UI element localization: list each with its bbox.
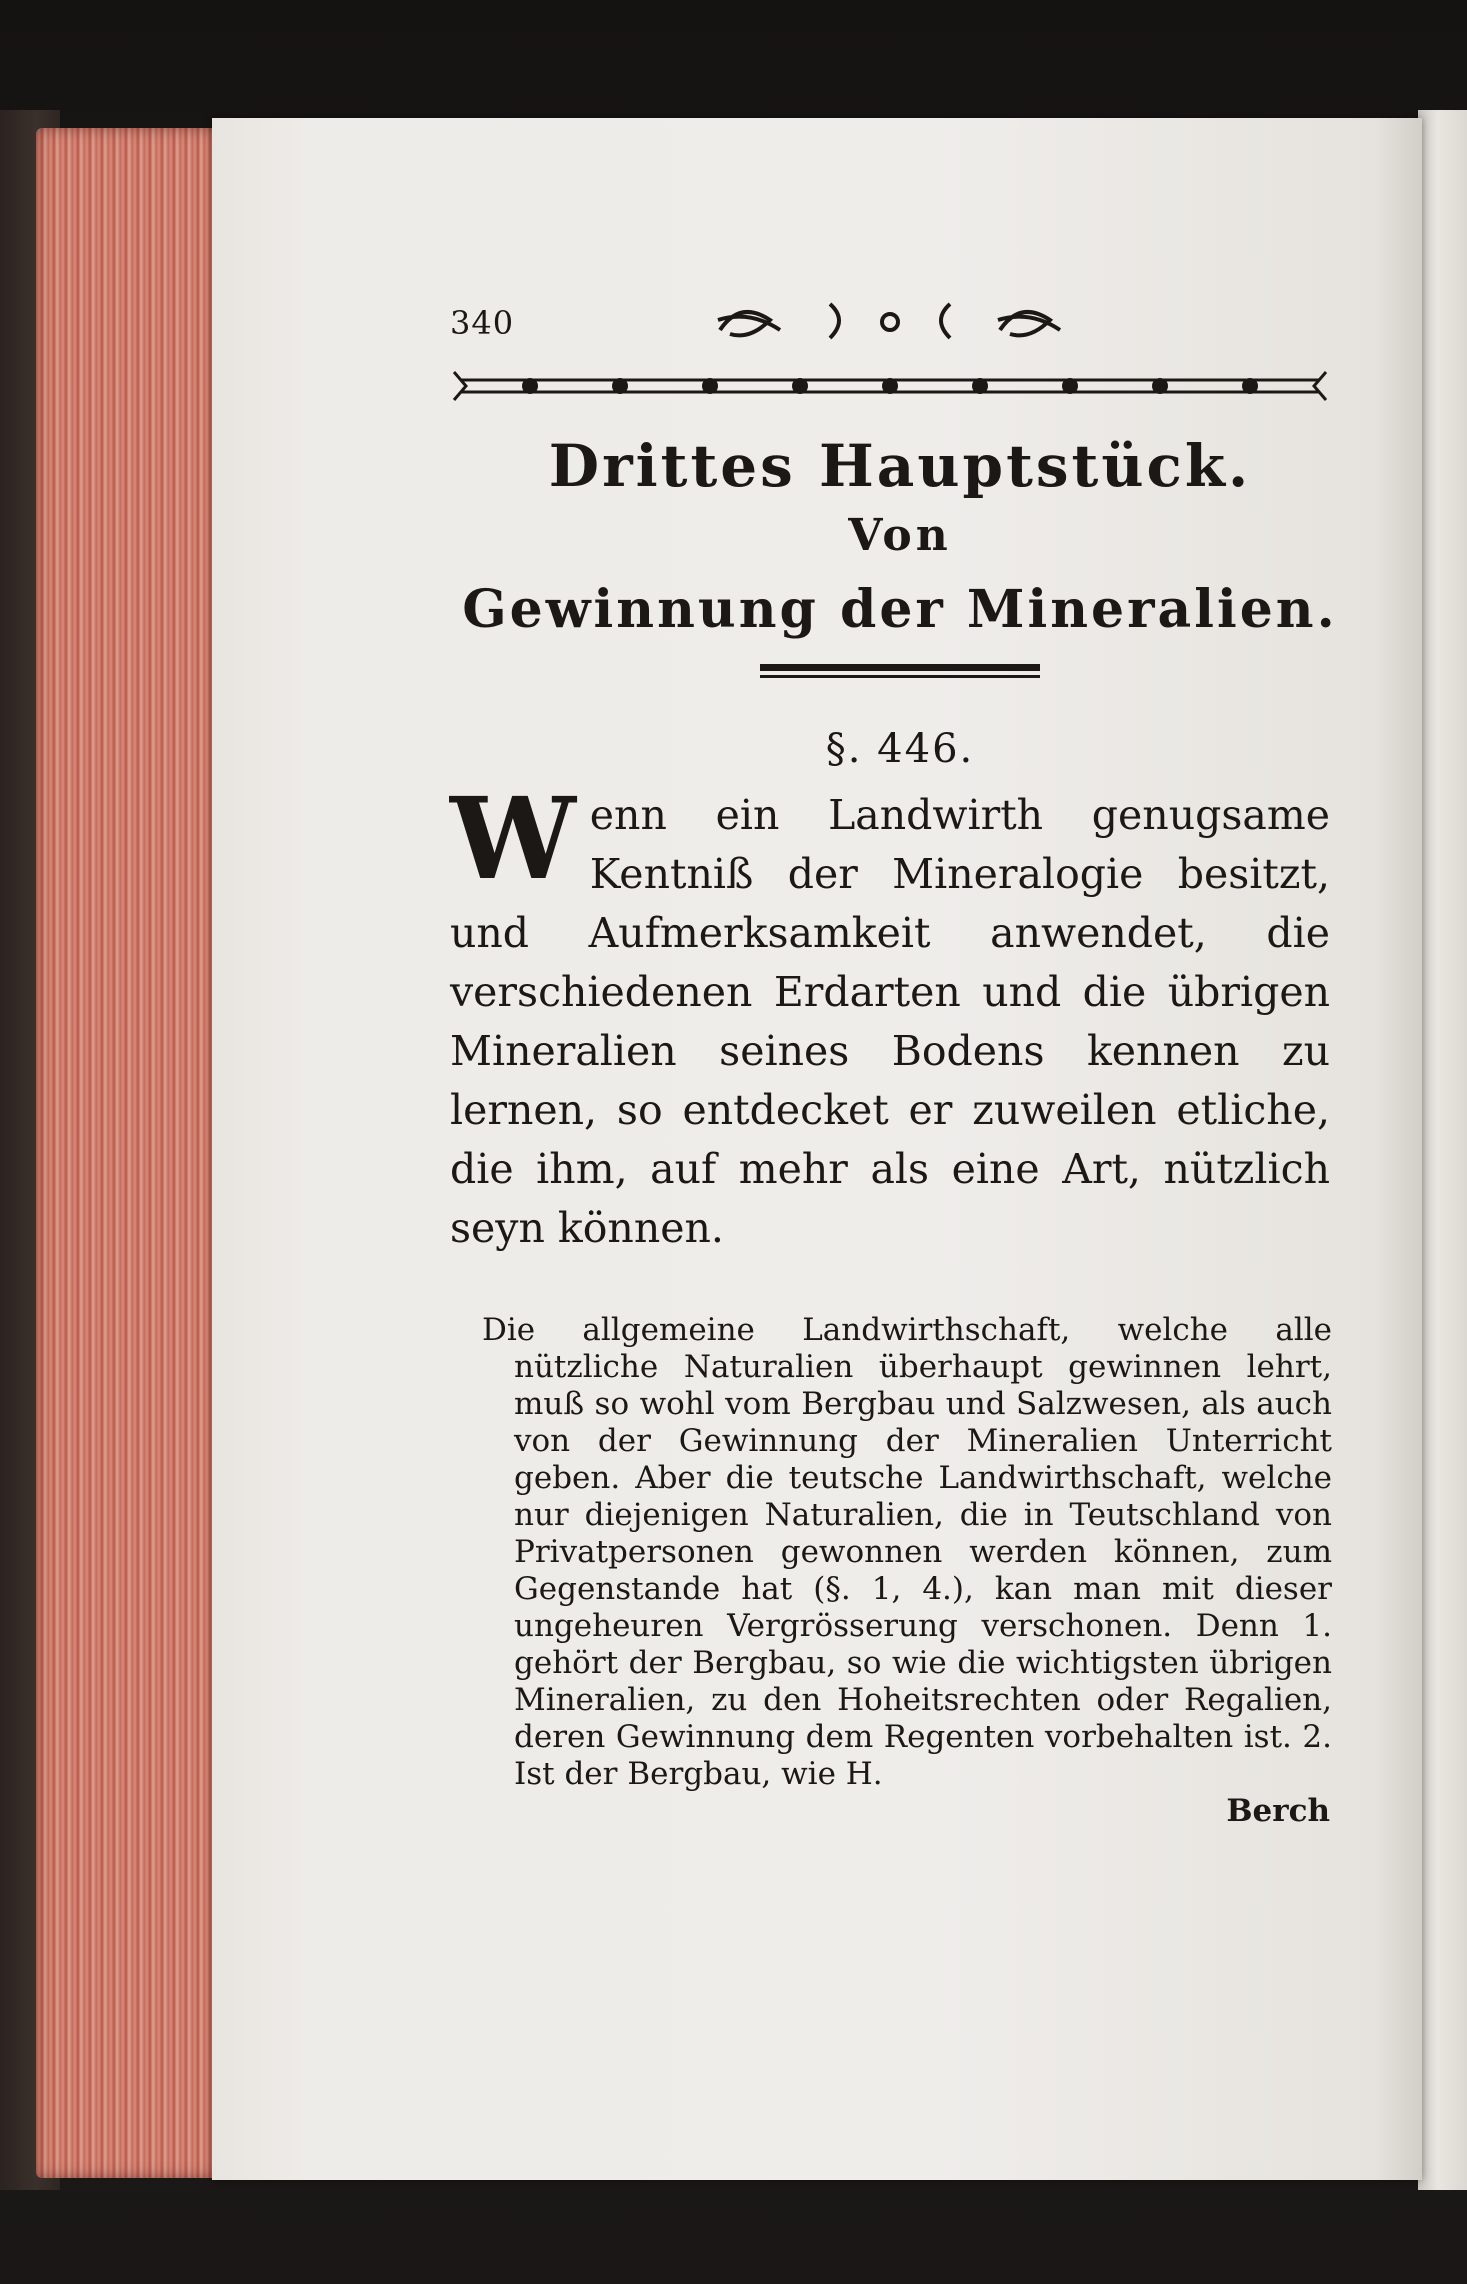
page-header — [450, 290, 1350, 360]
header-ornament-icon — [700, 290, 1080, 350]
main-paragraph — [450, 774, 1330, 1258]
note-paragraph: Die allgemeine Landwirthschaft, welche alle nützliche Naturalien überhaupt gewinnen lehrt, muß so wohl vom Bergbau und Salzwesen, als auch von der Gewinnung der Mineralien Unterricht geben. Aber die teutsche Landwirthschaft, welche nur diejenigen Naturalien, die in Teutschland von Privatpersonen gewonnen werden können, zum Gegenstande hat (§. 1, 4.), kan man mit dieser ungeheuren Vergrösserung verschonen. Denn 1. gehört der Bergbau, so wie die wichtigsten übrigen Mineralien, zu den Hoheitsrechten oder Regalien, deren Gewinnung dem Regenten vorbehalten ist. 2. Ist der Bergbau, wie H. — [482, 1312, 1332, 1792]
facing-page-edge — [1418, 110, 1467, 2190]
catchword: Berch — [1226, 1793, 1330, 1829]
page-number: 340 — [450, 304, 515, 342]
chapter-subject: Gewinnung der Mineralien. — [462, 579, 1338, 640]
drop-cap: W — [450, 774, 576, 905]
chapter-title: Drittes Hauptstück. — [548, 432, 1252, 500]
main-paragraph-text: enn ein Landwirth genugsame Kentniß der Mineralogie besitzt, und Aufmerksamkeit anwendet, die verschiedenen Erdarten und die übrigen Mineralien seines Bodens kennen zu lernen, so entdecket er zuweilen etliche, die ihm, auf mehr als eine Art, nützlich seyn können. — [450, 791, 1330, 1252]
section-number: §. 446. — [825, 726, 975, 772]
title-von: Von — [848, 510, 952, 561]
decorative-rule-icon — [450, 366, 1330, 406]
page-content — [450, 290, 1350, 1829]
title-divider — [760, 664, 1040, 680]
